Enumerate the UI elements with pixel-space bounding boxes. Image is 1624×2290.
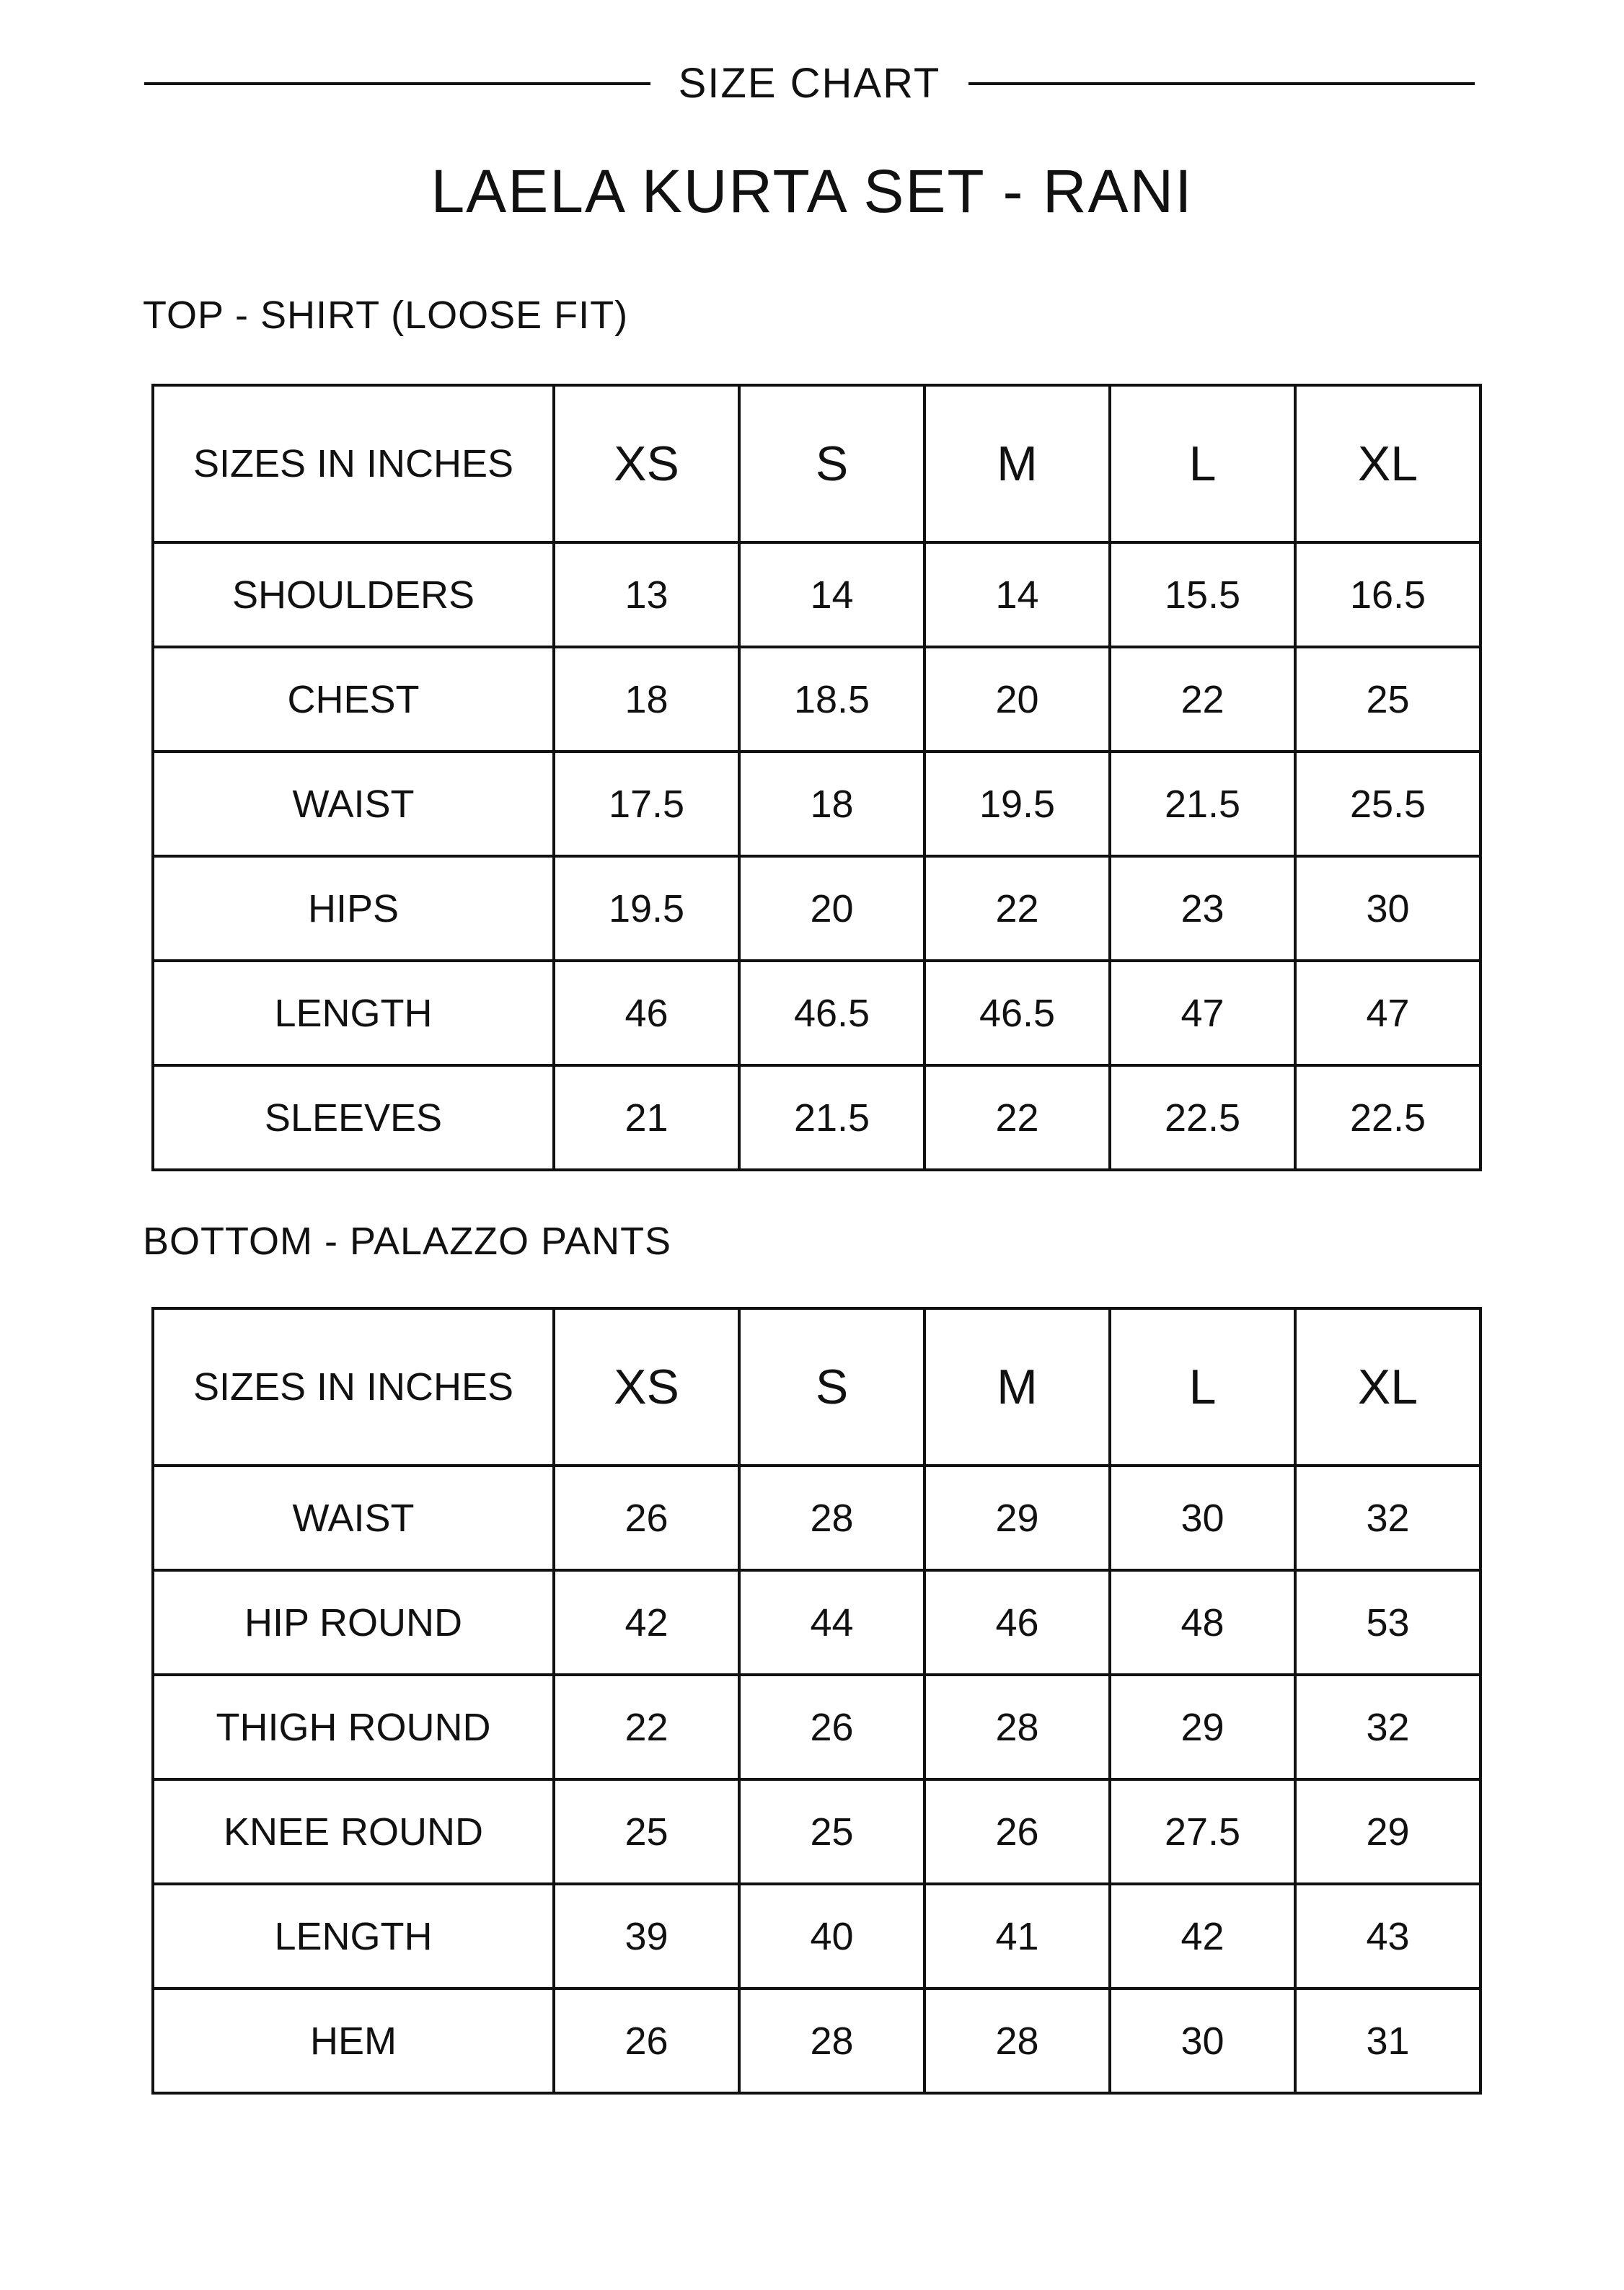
measurement-value: 32: [1295, 1675, 1480, 1779]
size-header: M: [924, 1308, 1110, 1466]
measurement-value: 40: [739, 1884, 924, 1989]
measurement-value: 25: [554, 1779, 739, 1884]
size-header: XS: [554, 385, 739, 542]
measurement-value: 28: [924, 1989, 1110, 2093]
measurement-value: 22: [924, 1065, 1110, 1170]
measurement-value: 39: [554, 1884, 739, 1989]
measurement-value: 22: [1110, 647, 1295, 752]
measurement-label: WAIST: [153, 752, 554, 856]
measurement-value: 26: [924, 1779, 1110, 1884]
measurement-label: CHEST: [153, 647, 554, 752]
size-chart-label: SIZE CHART: [678, 60, 941, 107]
measurement-value: 25: [739, 1779, 924, 1884]
measurement-value: 27.5: [1110, 1779, 1295, 1884]
table-row: [153, 647, 1480, 752]
measurement-label: WAIST: [153, 1466, 554, 1570]
table-row: [153, 1884, 1480, 1989]
size-header: M: [924, 385, 1110, 542]
measurement-value: 47: [1295, 961, 1480, 1065]
table-row: [153, 961, 1480, 1065]
measurement-value: 48: [1110, 1570, 1295, 1675]
measurement-value: 22.5: [1295, 1065, 1480, 1170]
measurement-value: 30: [1110, 1466, 1295, 1570]
measurement-label: THIGH ROUND: [153, 1675, 554, 1779]
measurement-value: 18: [554, 647, 739, 752]
measurement-label: LENGTH: [153, 1884, 554, 1989]
header-divider-right: [968, 82, 1475, 85]
size-header: L: [1110, 385, 1295, 542]
product-title: LAELA KURTA SET - RANI: [431, 157, 1193, 225]
measurement-value: 46: [924, 1570, 1110, 1675]
measurement-value: 31: [1295, 1989, 1480, 2093]
size-chart-header: [144, 50, 1475, 123]
measurement-value: 18.5: [739, 647, 924, 752]
top-section-title: TOP - SHIRT (LOOSE FIT): [143, 294, 629, 337]
measurement-value: 22: [554, 1675, 739, 1779]
measurement-value: 28: [739, 1989, 924, 2093]
measurement-value: 16.5: [1295, 542, 1480, 647]
measurement-value: 25: [1295, 647, 1480, 752]
top-size-table: [151, 384, 1482, 1171]
measurement-value: 42: [1110, 1884, 1295, 1989]
measurement-value: 28: [924, 1675, 1110, 1779]
measurement-value: 18: [739, 752, 924, 856]
measurement-value: 30: [1295, 856, 1480, 961]
measurement-value: 26: [554, 1466, 739, 1570]
measurement-value: 28: [739, 1466, 924, 1570]
measurement-label: SLEEVES: [153, 1065, 554, 1170]
measurement-value: 26: [554, 1989, 739, 2093]
measurement-value: 30: [1110, 1989, 1295, 2093]
table-row: [153, 1779, 1480, 1884]
table-row: [153, 1065, 1480, 1170]
corner-label: SIZES IN INCHES: [153, 1308, 554, 1466]
corner-label: SIZES IN INCHES: [153, 385, 554, 542]
measurement-value: 19.5: [924, 752, 1110, 856]
table-header-row: [153, 385, 1480, 542]
measurement-value: 46.5: [739, 961, 924, 1065]
bottom-section-title: BOTTOM - PALAZZO PANTS: [143, 1220, 672, 1263]
measurement-value: 23: [1110, 856, 1295, 961]
measurement-value: 53: [1295, 1570, 1480, 1675]
table-header-row: [153, 1308, 1480, 1466]
measurement-value: 29: [1295, 1779, 1480, 1884]
table-row: [153, 752, 1480, 856]
size-header: S: [739, 1308, 924, 1466]
measurement-value: 22: [924, 856, 1110, 961]
size-header: XL: [1295, 1308, 1480, 1466]
measurement-value: 29: [924, 1466, 1110, 1570]
table-row: [153, 1989, 1480, 2093]
measurement-label: HIP ROUND: [153, 1570, 554, 1675]
measurement-value: 41: [924, 1884, 1110, 1989]
measurement-value: 47: [1110, 961, 1295, 1065]
measurement-value: 22.5: [1110, 1065, 1295, 1170]
measurement-value: 17.5: [554, 752, 739, 856]
measurement-value: 42: [554, 1570, 739, 1675]
measurement-value: 21.5: [739, 1065, 924, 1170]
size-header: XL: [1295, 385, 1480, 542]
measurement-value: 44: [739, 1570, 924, 1675]
measurement-value: 21: [554, 1065, 739, 1170]
size-header: L: [1110, 1308, 1295, 1466]
table-row: [153, 1466, 1480, 1570]
measurement-label: LENGTH: [153, 961, 554, 1065]
table-row: [153, 1570, 1480, 1675]
measurement-value: 15.5: [1110, 542, 1295, 647]
measurement-value: 20: [739, 856, 924, 961]
measurement-value: 29: [1110, 1675, 1295, 1779]
measurement-label: KNEE ROUND: [153, 1779, 554, 1884]
measurement-value: 46.5: [924, 961, 1110, 1065]
measurement-value: 20: [924, 647, 1110, 752]
measurement-label: SHOULDERS: [153, 542, 554, 647]
measurement-value: 43: [1295, 1884, 1480, 1989]
measurement-value: 32: [1295, 1466, 1480, 1570]
measurement-value: 13: [554, 542, 739, 647]
size-header: XS: [554, 1308, 739, 1466]
measurement-label: HIPS: [153, 856, 554, 961]
measurement-value: 19.5: [554, 856, 739, 961]
measurement-label: HEM: [153, 1989, 554, 2093]
measurement-value: 25.5: [1295, 752, 1480, 856]
table-row: [153, 542, 1480, 647]
bottom-size-table: [151, 1307, 1482, 2095]
measurement-value: 14: [924, 542, 1110, 647]
table-row: [153, 1675, 1480, 1779]
measurement-value: 14: [739, 542, 924, 647]
size-header: S: [739, 385, 924, 542]
measurement-value: 46: [554, 961, 739, 1065]
measurement-value: 21.5: [1110, 752, 1295, 856]
table-row: [153, 856, 1480, 961]
measurement-value: 26: [739, 1675, 924, 1779]
